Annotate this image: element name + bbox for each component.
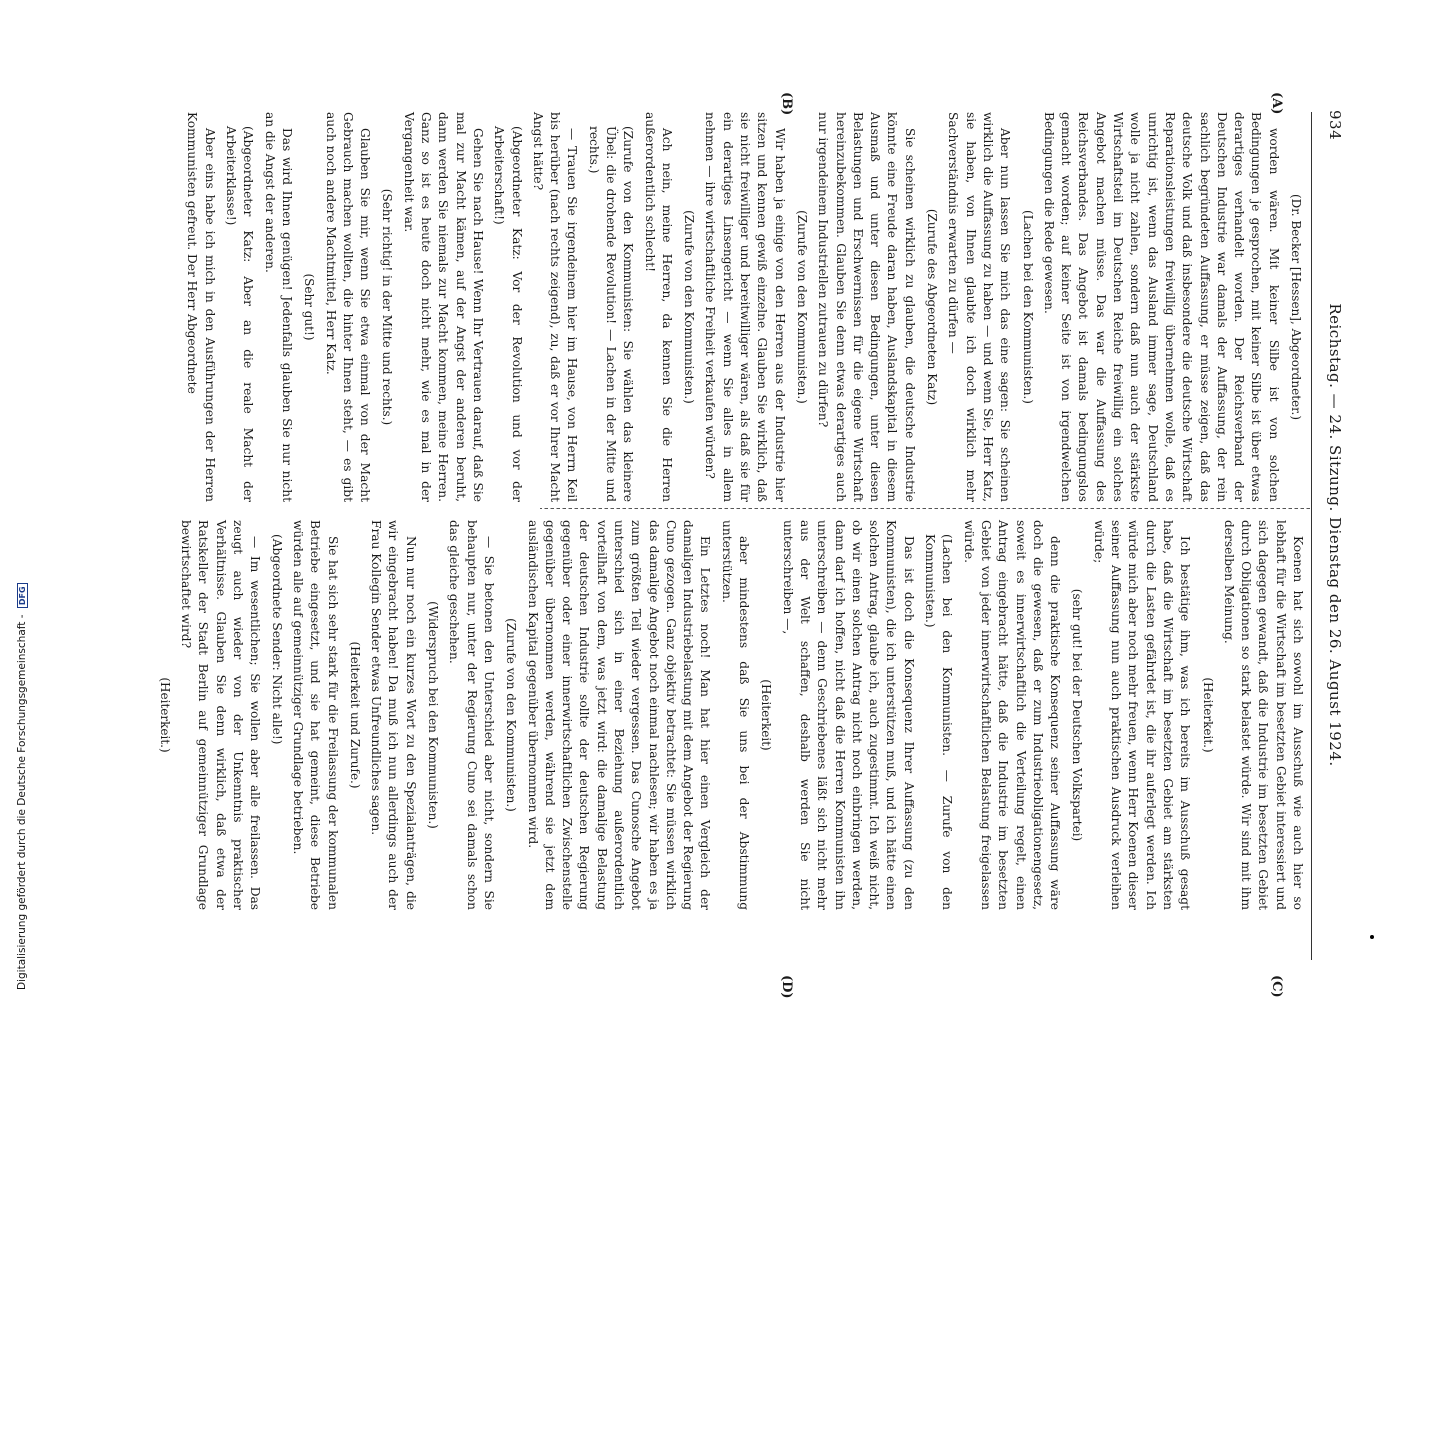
interjection: (Heiterkeit.) (157, 677, 172, 753)
interjection: (Zurufe von den Kommunisten: Sie wählen das kleinere Übel: die drohende Revolution! — Lachen in der Mitte und rechts.) (586, 126, 636, 502)
digitization-credit: Digitalisierung gefördert durch die Deutsche Forschungsgemeinschaft - (16, 614, 28, 990)
paragraph: denn die praktische Konsequenz seiner Auffassung wäre doch die gewesen, daß er zum Industrieobligationengesetz, soweit es innerwirtschaftlich die Verteilung regelt, einen Antrag eingebracht hätte, daß die Industrie im besetzten Gebiet von jeder innerwirtschaftlichen Belastung freigelassen würde. (961, 520, 1063, 910)
interjection: (Lachen bei den Kommunisten.) (1020, 210, 1035, 404)
paragraph: — Trauen Sie irgendeinem hier im Hause, von Herrn Keil bis herüber (nach rechts zeigend), zu, daß er vor Ihrer Macht Angst hätte? (530, 112, 580, 502)
dfg-logo: DFG (17, 583, 28, 608)
interjection: (Dr. Becker [Hessen], Abgeordneter.) (1289, 193, 1303, 421)
interjection: (Widerspruch bei den Kommunisten.) (426, 601, 441, 829)
margin-letter-a: (A) (1269, 92, 1284, 115)
interjection: (Sehr richtig! in der Mitte und rechts.) (380, 188, 395, 426)
interjection: (Zurufe des Abgeordneten Katz) (925, 208, 940, 406)
paragraph: Ich bestätige ihm, was ich bereits im Ausschuß gesagt habe, daß die Wirtschaft im besetzten Gebiet am stärksten durch die Lasten gefährdet ist, die ihr auferlegt werden. Ich würde mich aber noch mehr freuen, wenn Herr Koenen dieser seiner Auffassung nun auch praktischen Ausdruck verleihen würde; (1091, 520, 1193, 910)
left-column (179, 112, 1306, 502)
paragraph: aber mindestens daß Sie uns bei der Abstimmung unterstützen. (719, 520, 752, 910)
interjection: (Abgeordnete Sender: Nicht alle!) (269, 534, 284, 745)
paragraph: — Sie betonen den Unterschied aber nicht, sondern Sie behaupten nur, unter der Regierung Cuno sei damals schon das gleiche geschehen. (447, 520, 496, 910)
paragraph: Gehen Sie nach Hause! Wenn Ihr Vertrauen darauf, daß Sie mal zur Macht kämen, auf der Angst der anderen beruht, dann werden Sie niemals zur Macht kommen, meine Herren. Ganz so ist es heute doch nicht mehr, wie es mal in der Vergangenheit war. (401, 112, 485, 502)
interjection: (sehr gut! bei der Deutschen Volkspartei) (1070, 588, 1085, 842)
paragraph: Das ist doch die Konsequenz Ihrer Auffassung (zu den Kommunisten), die ich unterstützen muß, und ich hätte einen solchen Antrag, glaube ich, auch zugestimmt. Ich weiß nicht, ob wir einen solchen Antrag nicht noch einbringen werden, dann darf ich hoffen, nicht daß die Herren Kommunisten ihn unterschreiben — denn Geschriebenes läßt sich nicht mehr aus der Welt schaffen, deshalb werden Sie nicht unterschreiben —, (780, 520, 916, 910)
page-header (1316, 110, 1344, 960)
interjection: (Heiterkeit) (759, 679, 774, 751)
interjection: (Sehr gut!) (302, 273, 317, 341)
interjection: (Zurufe von den Kommunisten.) (504, 618, 519, 812)
paragraph: Sie hat sich sehr stark für die Freilassung der kommunalen Betriebe eingesetzt, und sie hat gemeint, diese Betriebe würden alle auf gemeinnütziger Grundlage betrieben. (290, 520, 340, 910)
print-dot (1370, 935, 1374, 939)
interjection: (Abgeordneter Katz: Vor der Revolution und vor der Arbeiterschaft!) (492, 126, 524, 502)
paragraph: Ach nein, meine Herren, da kennen Sie die Herren außerordentlich schlecht! (642, 112, 674, 502)
paragraph: worden wären. Mit keiner Silbe ist von solchen Bedingungen je gesprochen, mit keiner Silbe ist über etwas derartiges verhandelt worden. Der Reichsverband der Deutschen Industrie war damals der Auffassung, der rein sachlich begründeten Auffassung, er müsse zeigen, daß das deutsche Volk und daß insbesondere die deutsche Wirtschaft Reparationsleistungen freiwillig übernehmen wolle, daß es unrichtig ist, wenn das Ausland immer sage, Deutschland wolle ja nicht zahlen, sondern daß nun auch der stärkste Wirtschaftsteil im Deutschen Reiche freiwillig ein solches Angebot machen müsse. Das war die Auffassung des Reichsverbandes. Das Angebot ist damals bedingungslos gemacht worden; auf keiner Seite ist von irgendwelchen Bedingungen die Rede gewesen. (1041, 112, 1281, 502)
page-title: Reichstag. — 24. Sitzung. Dienstag den 26. August 1924. (1326, 303, 1344, 767)
paragraph: — Im wesentlichen; Sie wollen aber alle freilassen. Das zeugt auch wieder von der Unkenntnis praktischer Verhältnisse. Glauben Sie denn wirklich, daß etwa der Ratskeller der Stadt Berlin auf gemeinnütziger Grundlage bewirtschaftet wird? (179, 520, 263, 910)
paragraph: Aber eins habe ich mich in den Ausführungen der Herren Kommunisten gefreut. Der Herr Abgeordnete (185, 112, 217, 502)
side-credit (0, 0, 28, 1000)
margin-letter-c: (C) (1269, 975, 1284, 998)
interjection: (Heiterkeit und Zurufe.) (347, 641, 362, 789)
paragraph: Sie scheinen wirklich zu glauben, die deutsche Industrie könnte eine Freude daran haben, Auslandskapital in diesem Ausmaß und unter diesen Bedingungen, unter diesen Belastungen und Erschwernissen für die eigene Wirtschaft hereinzubekommen. Glauben Sie denn etwas derartiges auch nur irgendeinem Industriellen zutrauen zu dürfen? (816, 112, 917, 502)
page-number: 934 (1326, 110, 1344, 141)
interjection: (Abgeordneter Katz: Aber an die reale Macht der Arbeiterklasse!) (224, 126, 256, 502)
margin-letter-d: (D) (779, 975, 794, 999)
interjection: (Heiterkeit.) (1200, 677, 1215, 753)
paragraph: Das wird Ihnen genügen! Jedenfalls glauben Sie nur nicht an die Angst der anderen. (262, 112, 294, 502)
column-divider (540, 508, 1310, 509)
right-column (151, 520, 1306, 910)
paragraph: Wir haben ja einige von den Herren aus der Industrie hier sitzen und kennen gewiß einzelne. Glauben Sie wirklich, daß sie nicht freiwilliger und bereitwilliger wären, als daß sie für ein derartiges Linsengericht — wenn Sie alles in allem nehmen — ihre wirtschaftliche Freiheit verkaufen würden? (703, 112, 787, 502)
paragraph: Aber nun lassen Sie mich das eine sagen: Sie scheinen wirklich die Auffassung zu haben — und wenn Sie, Herr Katz, sie haben, von Ihnen glaubte ich doch wirklich mehr Sachverständnis erwarten zu dürfen — (946, 112, 1013, 502)
interjection: (Zurufe von den Kommunisten.) (794, 210, 809, 404)
paragraph: Glauben Sie mir, wenn Sie etwa einmal von der Macht Gebrauch machen wollten, die hinter Ihnen steht, — es gibt auch noch andere Machtmittel, Herr Katz. (323, 112, 373, 502)
interjection: (Zurufe von den Kommunisten.) (682, 210, 697, 404)
paragraph: Koenen hat sich sowohl im Ausschuß wie auch hier so lebhaft für die Wirtschaft im besetzten Gebiet interessiert und sich dagegen gewandt, daß die Industrie im besetzten Gebiet durch Obligationen so stark belastet würde. Wir sind mit ihm derselben Meinung. (1221, 520, 1305, 910)
header-rule (1311, 112, 1312, 960)
margin-letter-b: (B) (779, 92, 794, 116)
interjection: (Lachen bei den Kommunisten. — Zurufe von den Kommunisten.) (923, 534, 955, 910)
paragraph: Nun nur noch ein kurzes Wort zu den Spezialanträgen, die wir eingebracht haben! Da muß ich nun allerdings auch der Frau Kollegin Sender etwas Unfreundliches sagen. (369, 520, 418, 910)
paragraph: Ein Letztes noch! Man hat hier einen Vergleich der damaligen Industriebelastung mit dem Angebot der Regierung Cuno gezogen. Ganz objektiv betrachtet: Sie müssen wirklich das damalige Angebot noch einmal nachlesen; wir haben es ja zum größten Teil wieder vergessen. Das Cunosche Angebot unterschied sich in einer Beziehung außerordentlich vorteilhaft von dem, was jetzt wird: die damalige Belastung der deutschen Industrie sollte der deutschen Regierung gegenüber oder einer innerwirtschaftlichen Zwischenstelle gegenüber übernommen werden, während sie jetzt dem ausländischen Kapital gegenüber übernommen wird. (525, 520, 713, 910)
